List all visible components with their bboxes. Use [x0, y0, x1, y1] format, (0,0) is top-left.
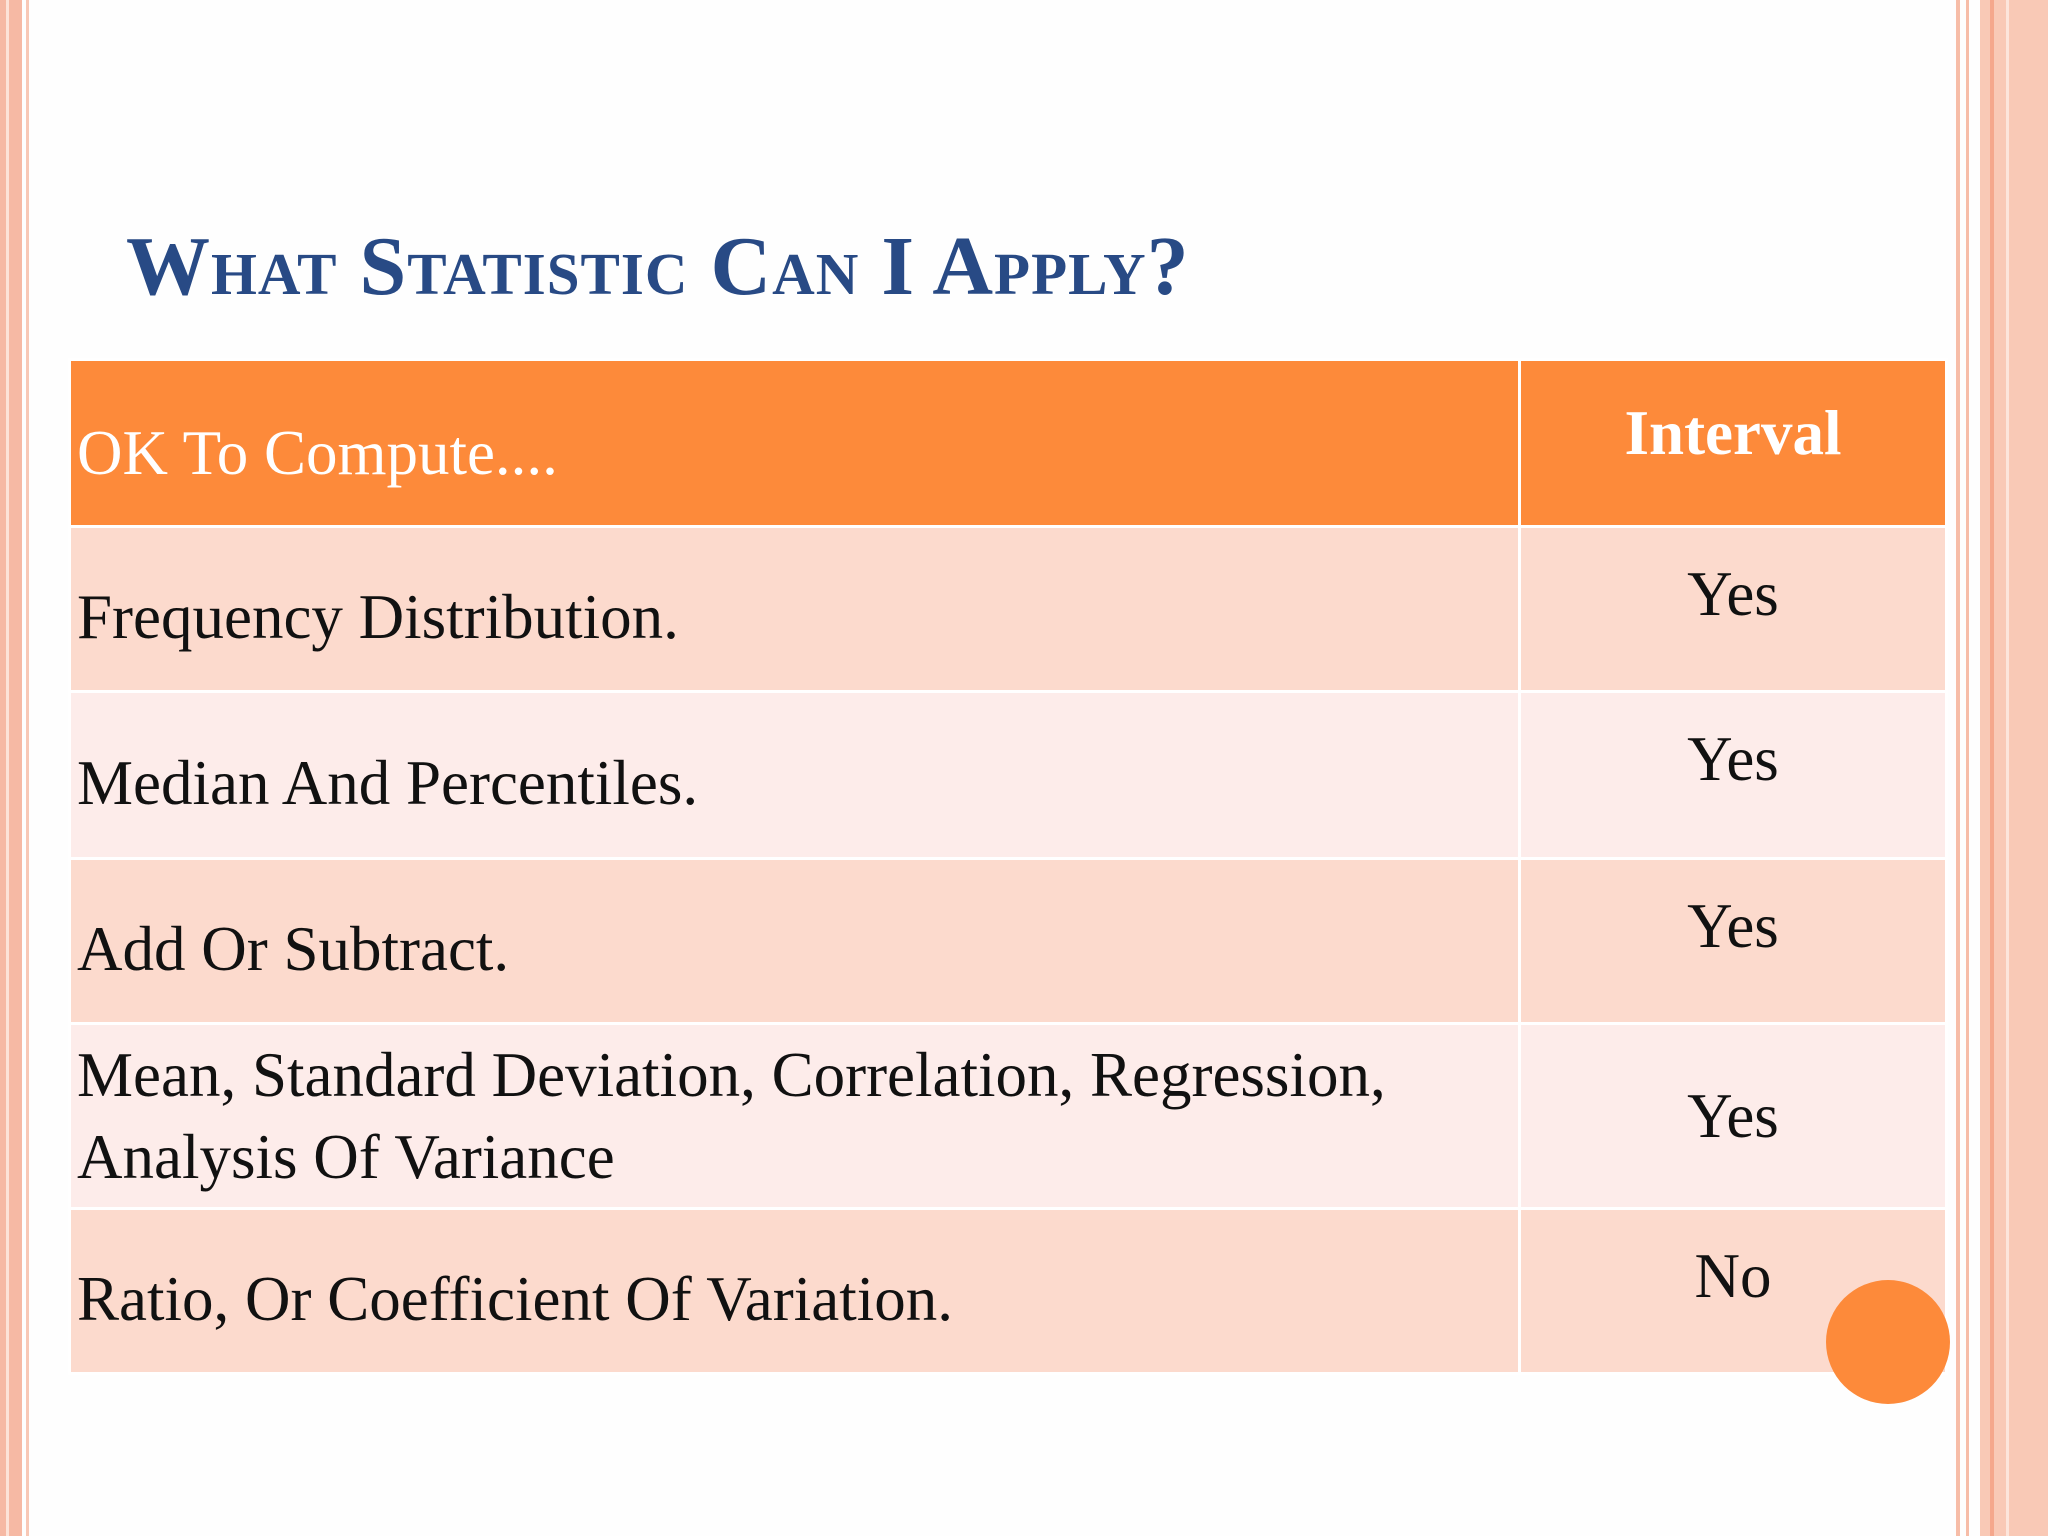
- row-value: No: [1520, 1209, 1947, 1374]
- slide-title: What Statistic Can I Apply?: [126, 220, 1190, 313]
- right-border-line: [1956, 0, 1960, 1536]
- table-row: [70, 692, 1947, 859]
- right-border-decoration: [1980, 0, 2048, 1536]
- column-header-interval: Interval: [1520, 360, 1947, 527]
- row-value: Yes: [1520, 859, 1947, 1024]
- left-border-decoration: [0, 0, 22, 1536]
- row-label: Add Or Subtract.: [70, 859, 1520, 1024]
- row-label: Mean, Standard Deviation, Correlation, Regression, Analysis Of Variance: [70, 1024, 1520, 1209]
- table-row: [70, 859, 1947, 1024]
- row-value: Yes: [1520, 527, 1947, 692]
- row-label: Median And Percentiles.: [70, 692, 1520, 859]
- table-row: [70, 1024, 1947, 1209]
- table-row: [70, 1209, 1947, 1374]
- row-value: Yes: [1520, 692, 1947, 859]
- orange-circle-decoration: [1826, 1280, 1950, 1404]
- row-label: Frequency Distribution.: [70, 527, 1520, 692]
- statistics-table: [68, 358, 1948, 1375]
- table-row: [70, 527, 1947, 692]
- row-header-cell: OK To Compute....: [70, 360, 1520, 527]
- left-border-line: [26, 0, 29, 1536]
- row-label: Ratio, Or Coefficient Of Variation.: [70, 1209, 1520, 1374]
- right-border-line: [1966, 0, 1969, 1536]
- row-value: Yes: [1520, 1024, 1947, 1209]
- table-header-row: [70, 360, 1947, 527]
